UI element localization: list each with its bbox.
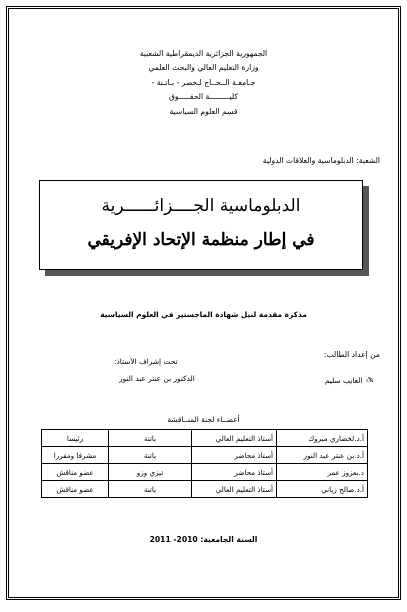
member-university: باتنة [109, 481, 192, 498]
supervisor-label: تحت إشراف الأستاذ: [114, 357, 178, 366]
thesis-title-line1: الدبلوماسية الجــــزائــــــرية [101, 196, 301, 216]
member-role: عضو مناقش [42, 481, 109, 498]
member-university: باتنة [109, 430, 192, 447]
member-name: د.بعزوز عمر [277, 464, 368, 481]
table-row [42, 430, 368, 447]
table-row [42, 464, 368, 481]
faculty-name: كليـــــــــة الحقـــــوق [168, 92, 239, 102]
department-name: قسم العلوم السياسية [169, 106, 238, 116]
pen-icon: ✍ [366, 376, 374, 386]
institution-header [9, 47, 398, 119]
member-role: عضو مناقش [42, 464, 109, 481]
member-university: باتنة [109, 447, 192, 464]
member-rank: أستاذ التعليم العالي [192, 430, 277, 447]
thesis-title-box [39, 180, 363, 270]
student-name: العايب سليم [324, 376, 363, 385]
member-name: أ.د.بن عنتر عبد النور [277, 447, 368, 464]
member-name: أ.د.لخضاري مبروك [277, 430, 368, 447]
member-university: تيزي وزو [109, 464, 192, 481]
member-rank: أستاذ محاضر [192, 447, 277, 464]
member-rank: أستاذ التعليم العالي [192, 481, 277, 498]
academic-year: السنة الجامعية: 2010- 2011 [149, 535, 258, 544]
supervisor-name: الدكتور بن عنتر عبد النور [119, 374, 195, 383]
thesis-subtitle: مذكرة مقدمة لنيل شهادة الماجستير في العلوم السياسية [100, 310, 307, 319]
table-row [42, 447, 368, 464]
document-page [6, 6, 401, 600]
student-line [325, 376, 374, 386]
member-name: أ.د.صالح زياني [277, 481, 368, 498]
university-name: جـامعـة الــحــاج لـخضر - بـاتـنة - [151, 77, 256, 87]
committee-table [41, 429, 368, 498]
student-label: من إعداد الطالب: [323, 350, 380, 359]
member-rank: أستاذ محاضر [192, 464, 277, 481]
branch-label: الشعبة: الدبلوماسية والعلاقات الدولية [262, 156, 380, 165]
member-role: مشرفا ومقررا [42, 447, 109, 464]
table-row [42, 481, 368, 498]
member-role: رئيسا [42, 430, 109, 447]
republic-name: الجمهورية الجزائرية الديمقراطية الشعبية [139, 49, 268, 58]
thesis-title-line2: في إطار منظمة الإتحاد الإفريقي [87, 230, 315, 250]
ministry-name: وزارة التعليم العالي والبحث العلمي [148, 63, 259, 73]
committee-title: أعضــاء لجنة المنــاقشة [167, 415, 240, 424]
